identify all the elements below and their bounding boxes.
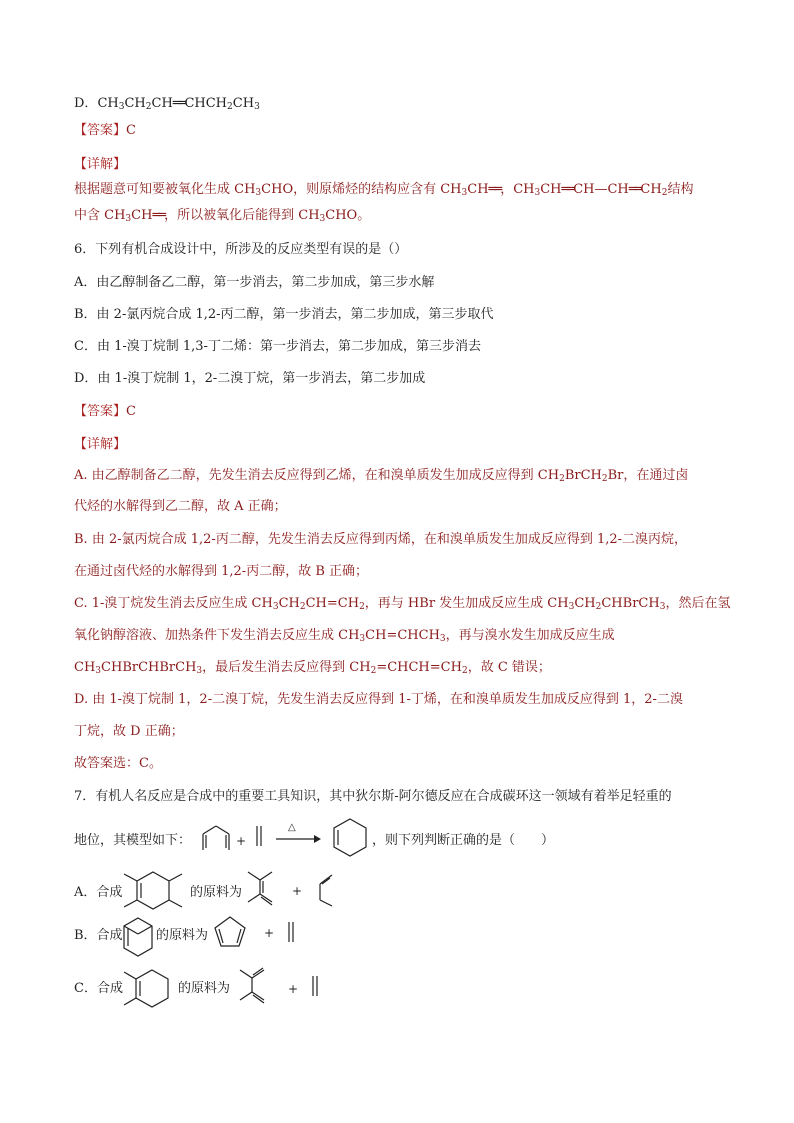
q6-detail-label: 【详解】 <box>74 437 127 452</box>
q7-stem-label: 地位，其模型如下： <box>74 833 192 848</box>
q7-option-b-prefix: B．合成 <box>74 928 123 943</box>
option-c-diene-structure-icon <box>236 964 276 1014</box>
q7-stem-tail: ，则下列判断正确的是（ ） <box>372 833 555 848</box>
q6-conclusion: 故答案选：C。 <box>74 756 162 771</box>
q6-detail-c2: 氧化钠醇溶液、加热条件下发生消去反应生成 $CH_3CH=CHCH_3$，再与溴水发生加成反应生成 <box>74 628 615 644</box>
q6-detail-d2: 丁烷，故 D 正确； <box>74 724 184 739</box>
q5-detail-line1: 根据题意可知要被氧化生成 $CH_3CHO$，则原烯烃的结构应含有 $CH_3CH══$，$CH_3CH══CH—CH══CH_2$结构 <box>74 182 694 198</box>
q6-detail-d1: D. 由 1-溴丁烷制 1，2-二溴丁烷，先发生消去反应得到 1-丁烯，在和溴单质发生加成反应得到 1，2-二溴 <box>74 692 683 707</box>
q6-detail-c3: $CH_3CHBrCHBrCH_3$，最后发生消去反应得到 $CH_2=CHCH=CH_2$，故 C 错误； <box>74 660 551 676</box>
q6-detail-b2: 在通过卤代烃的水解得到 1,2-丙二醇，故 B 正确； <box>74 564 369 579</box>
option-c-ethylene-structure-icon <box>310 974 320 998</box>
q7-option-a-plus: + <box>292 884 303 898</box>
q6-stem: 6．下列有机合成设计中，所涉及的反应类型有误的是（） <box>74 242 408 257</box>
q7-stem-line1: 7．有机人名反应是合成中的重要工具知识，其中狄尔斯-阿尔德反应在合成碳环这一领域有着举足轻重的 <box>74 789 672 804</box>
q7-option-c-prefix: C．合成 <box>74 981 123 996</box>
option-b-bicyclic-structure-icon <box>120 914 156 960</box>
option-a-dienophile-structure-icon <box>314 872 338 908</box>
option-a-diene-structure-icon <box>244 866 284 916</box>
q6-detail-a2: 代烃的水解得到乙二醇，故 A 正确； <box>74 499 287 514</box>
q7-option-a-prefix: A．合成 <box>74 885 123 900</box>
q5-answer: 【答案】C <box>74 123 136 138</box>
heat-icon: △ <box>288 822 296 833</box>
q7-option-c-plus: + <box>288 982 299 996</box>
q6-answer: 【答案】C <box>74 404 136 419</box>
q7-option-b-mid: 的原料为 <box>156 928 209 943</box>
q5-detail-label: 【详解】 <box>74 157 127 172</box>
q5-option-d: D．$CH_3CH_2CH══CHCH_2CH_3$ <box>74 96 260 112</box>
cyclohexene-structure-icon <box>330 816 370 860</box>
reaction-arrow-icon <box>274 834 322 844</box>
q6-option-d: D．由 1-溴丁烷制 1，2-二溴丁烷，第一步消去，第二步加成 <box>74 371 426 386</box>
q7-plus-1: + <box>236 834 247 848</box>
q5-detail-line2: 中含 $CH_3CH══$，所以被氧化后能得到 $CH_3CHO$。 <box>74 208 371 224</box>
q6-option-b: B．由 2-氯丙烷合成 1,2-丙二醇，第一步消去，第二步加成，第三步取代 <box>74 307 494 322</box>
option-c-product-structure-icon <box>122 964 178 1018</box>
q7-option-c-mid: 的原料为 <box>178 981 231 996</box>
q6-detail-a1: A. 由乙醇制备乙二醇，先发生消去反应得到乙烯，在和溴单质发生加成反应得到 $CH_2BrCH_2Br$，在通过卤 <box>74 468 689 484</box>
q6-option-a: A．由乙醇制备乙二醇，第一步消去，第二步加成，第三步水解 <box>74 275 435 290</box>
q7-option-b-plus: + <box>264 926 275 940</box>
diene-structure-icon <box>200 820 234 856</box>
q6-detail-c1: C. 1-溴丁烷发生消去反应生成 $CH_3CH_2CH=CH_2$，再与 HBr 发生加成反应生成 $CH_3CH_2CHBrCH_3$，然后在氢 <box>74 596 731 612</box>
ethylene-structure-icon <box>254 824 264 848</box>
q6-option-c: C．由 1-溴丁烷制 1,3-丁二烯：第一步消去，第二步加成，第三步消去 <box>74 339 481 354</box>
option-b-ethylene-structure-icon <box>286 920 296 944</box>
q6-detail-b1: B. 由 2-氯丙烷合成 1,2-丙二醇，先发生消去反应得到丙烯，在和溴单质发生加成反应得到 1,2-二溴丙烷， <box>74 532 688 547</box>
cyclopentadiene-structure-icon <box>212 914 248 950</box>
q7-option-a-mid: 的原料为 <box>190 885 243 900</box>
